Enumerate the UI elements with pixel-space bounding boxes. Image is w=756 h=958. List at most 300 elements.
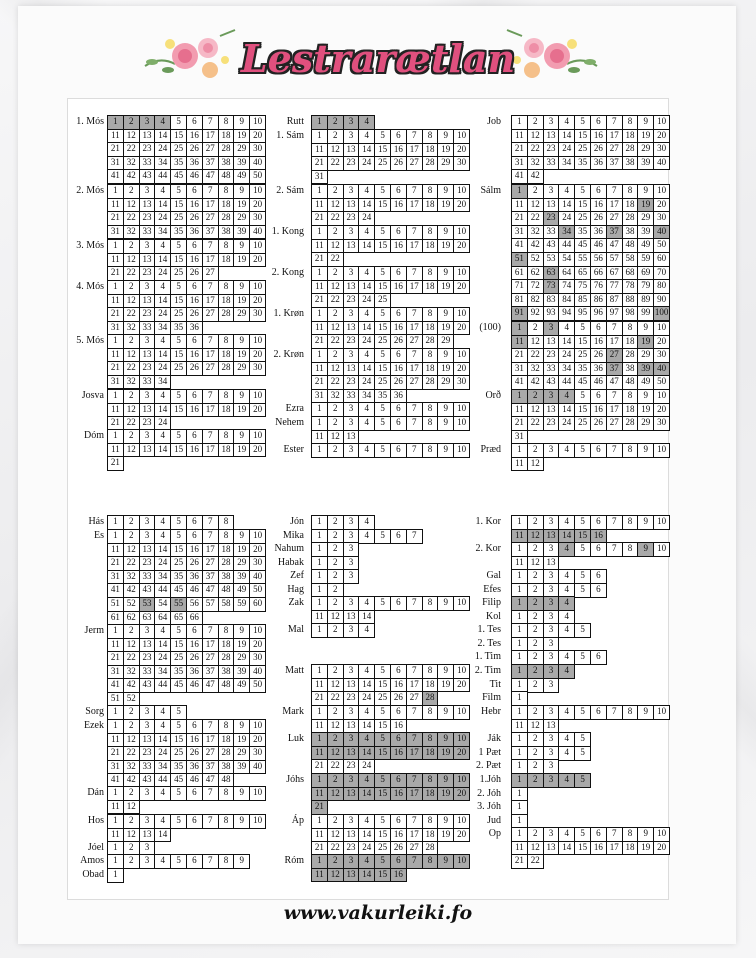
chapter-box[interactable]: 2 — [123, 719, 140, 734]
chapter-box[interactable]: 46 — [186, 169, 203, 184]
chapter-box[interactable]: 19 — [437, 239, 454, 254]
chapter-box[interactable]: 22 — [527, 854, 544, 869]
chapter-box[interactable]: 50 — [653, 238, 670, 253]
chapter-box[interactable]: 7 — [202, 786, 219, 801]
chapter-box[interactable]: 9 — [437, 664, 454, 679]
chapter-box[interactable]: 14 — [154, 294, 171, 309]
chapter-box[interactable]: 4 — [358, 854, 375, 869]
chapter-box[interactable]: 30 — [653, 348, 670, 363]
chapter-box[interactable]: 12 — [123, 253, 140, 268]
chapter-box[interactable]: 21 — [107, 746, 124, 761]
chapter-box[interactable]: 79 — [637, 279, 654, 294]
chapter-box[interactable]: 25 — [374, 375, 391, 390]
chapter-box[interactable]: 1 — [511, 542, 528, 557]
chapter-box[interactable]: 37 — [202, 760, 219, 775]
chapter-box[interactable]: 25 — [574, 142, 591, 157]
chapter-box[interactable]: 66 — [186, 611, 203, 626]
chapter-box[interactable]: 4 — [358, 443, 375, 458]
chapter-box[interactable]: 1 — [511, 623, 528, 638]
chapter-box[interactable]: 7 — [406, 773, 423, 788]
chapter-box[interactable]: 9 — [233, 854, 250, 869]
chapter-box[interactable]: 14 — [154, 443, 171, 458]
chapter-box[interactable]: 10 — [249, 719, 266, 734]
chapter-box[interactable]: 2 — [123, 239, 140, 254]
chapter-box[interactable]: 5 — [574, 542, 591, 557]
chapter-box[interactable]: 27 — [202, 307, 219, 322]
chapter-box[interactable]: 96 — [590, 306, 607, 321]
chapter-box[interactable]: 52 — [527, 252, 544, 267]
chapter-box[interactable]: 14 — [358, 610, 375, 625]
chapter-box[interactable]: 2 — [527, 732, 544, 747]
chapter-box[interactable]: 15 — [170, 129, 187, 144]
chapter-box[interactable]: 14 — [558, 129, 575, 144]
chapter-box[interactable]: 1 — [311, 307, 328, 322]
chapter-box[interactable]: 16 — [186, 733, 203, 748]
chapter-box[interactable]: 6 — [590, 827, 607, 842]
chapter-box[interactable]: 35 — [170, 156, 187, 171]
chapter-box[interactable]: 33 — [139, 375, 156, 390]
chapter-box[interactable]: 16 — [390, 746, 407, 761]
chapter-box[interactable]: 48 — [218, 678, 235, 693]
chapter-box[interactable]: 17 — [406, 239, 423, 254]
chapter-box[interactable]: 27 — [202, 266, 219, 281]
chapter-box[interactable]: 50 — [653, 375, 670, 390]
chapter-box[interactable]: 17 — [202, 638, 219, 653]
chapter-box[interactable]: 1 — [511, 443, 528, 458]
chapter-box[interactable]: 13 — [139, 129, 156, 144]
chapter-box[interactable]: 8 — [422, 596, 439, 611]
chapter-box[interactable]: 18 — [218, 543, 235, 558]
chapter-box[interactable]: 21 — [511, 142, 528, 157]
chapter-box[interactable]: 11 — [511, 457, 528, 472]
chapter-box[interactable]: 2 — [527, 583, 544, 598]
chapter-box[interactable]: 18 — [622, 403, 639, 418]
chapter-box[interactable]: 15 — [374, 362, 391, 377]
chapter-box[interactable]: 44 — [558, 238, 575, 253]
chapter-box[interactable]: 8 — [622, 115, 639, 130]
chapter-box[interactable]: 8 — [422, 348, 439, 363]
chapter-box[interactable]: 33 — [139, 760, 156, 775]
chapter-box[interactable]: 13 — [343, 362, 360, 377]
chapter-box[interactable]: 14 — [154, 198, 171, 213]
chapter-box[interactable]: 29 — [637, 142, 654, 157]
chapter-box[interactable]: 31 — [107, 156, 124, 171]
chapter-box[interactable]: 11 — [311, 430, 328, 445]
chapter-box[interactable]: 1 — [107, 868, 124, 883]
chapter-box[interactable]: 10 — [453, 854, 470, 869]
chapter-box[interactable]: 40 — [249, 225, 266, 240]
chapter-box[interactable]: 1 — [511, 321, 528, 336]
chapter-box[interactable]: 13 — [543, 556, 560, 571]
chapter-box[interactable]: 3 — [343, 596, 360, 611]
chapter-box[interactable]: 16 — [590, 335, 607, 350]
chapter-box[interactable]: 32 — [123, 225, 140, 240]
chapter-box[interactable]: 84 — [558, 293, 575, 308]
chapter-box[interactable]: 9 — [437, 129, 454, 144]
chapter-box[interactable]: 4 — [558, 515, 575, 530]
chapter-box[interactable]: 11 — [511, 841, 528, 856]
chapter-box[interactable]: 31 — [511, 430, 528, 445]
chapter-box[interactable]: 13 — [139, 253, 156, 268]
chapter-box[interactable]: 1 — [311, 529, 328, 544]
chapter-box[interactable]: 3 — [543, 623, 560, 638]
chapter-box[interactable]: 7 — [606, 443, 623, 458]
chapter-box[interactable]: 20 — [249, 294, 266, 309]
chapter-box[interactable]: 12 — [527, 529, 544, 544]
chapter-box[interactable]: 39 — [233, 665, 250, 680]
chapter-box[interactable]: 3 — [543, 759, 560, 774]
chapter-box[interactable]: 22 — [123, 211, 140, 226]
chapter-box[interactable]: 6 — [186, 389, 203, 404]
chapter-box[interactable]: 3 — [543, 664, 560, 679]
chapter-box[interactable]: 36 — [186, 570, 203, 585]
chapter-box[interactable]: 1 — [311, 225, 328, 240]
chapter-box[interactable]: 10 — [453, 773, 470, 788]
chapter-box[interactable]: 23 — [543, 348, 560, 363]
chapter-box[interactable]: 5 — [170, 529, 187, 544]
chapter-box[interactable]: 2 — [123, 184, 140, 199]
chapter-box[interactable]: 1 — [311, 623, 328, 638]
chapter-box[interactable]: 50 — [249, 583, 266, 598]
chapter-box[interactable]: 29 — [233, 211, 250, 226]
chapter-box[interactable]: 5 — [374, 225, 391, 240]
chapter-box[interactable]: 9 — [233, 529, 250, 544]
chapter-box[interactable]: 31 — [107, 375, 124, 390]
chapter-box[interactable]: 24 — [358, 759, 375, 774]
chapter-box[interactable]: 29 — [233, 307, 250, 322]
chapter-box[interactable]: 3 — [343, 307, 360, 322]
chapter-box[interactable]: 2 — [123, 334, 140, 349]
chapter-box[interactable]: 21 — [311, 293, 328, 308]
chapter-box[interactable]: 34 — [154, 156, 171, 171]
chapter-box[interactable]: 47 — [202, 773, 219, 788]
chapter-box[interactable]: 7 — [606, 705, 623, 720]
chapter-box[interactable]: 41 — [511, 169, 528, 184]
chapter-box[interactable]: 23 — [139, 746, 156, 761]
chapter-box[interactable]: 19 — [437, 362, 454, 377]
chapter-box[interactable]: 1 — [511, 664, 528, 679]
chapter-box[interactable]: 23 — [139, 142, 156, 157]
chapter-box[interactable]: 11 — [107, 638, 124, 653]
chapter-box[interactable]: 15 — [574, 403, 591, 418]
chapter-box[interactable]: 11 — [511, 129, 528, 144]
chapter-box[interactable]: 7 — [202, 624, 219, 639]
chapter-box[interactable]: 32 — [527, 156, 544, 171]
chapter-box[interactable]: 10 — [653, 705, 670, 720]
chapter-box[interactable]: 45 — [574, 238, 591, 253]
chapter-box[interactable]: 16 — [390, 143, 407, 158]
chapter-box[interactable]: 23 — [343, 211, 360, 226]
chapter-box[interactable]: 94 — [558, 306, 575, 321]
chapter-box[interactable]: 24 — [154, 416, 171, 431]
chapter-box[interactable]: 5 — [374, 416, 391, 431]
chapter-box[interactable]: 7 — [406, 129, 423, 144]
chapter-box[interactable]: 1 — [511, 596, 528, 611]
chapter-box[interactable]: 26 — [186, 746, 203, 761]
chapter-box[interactable]: 49 — [233, 169, 250, 184]
chapter-box[interactable]: 2 — [527, 623, 544, 638]
chapter-box[interactable]: 2 — [327, 416, 344, 431]
chapter-box[interactable]: 2 — [527, 443, 544, 458]
chapter-box[interactable]: 63 — [543, 266, 560, 281]
chapter-box[interactable]: 12 — [123, 638, 140, 653]
chapter-box[interactable]: 29 — [437, 334, 454, 349]
chapter-box[interactable]: 3 — [343, 814, 360, 829]
chapter-box[interactable]: 2 — [327, 664, 344, 679]
chapter-box[interactable]: 23 — [343, 334, 360, 349]
chapter-box[interactable]: 16 — [390, 678, 407, 693]
chapter-box[interactable]: 6 — [390, 225, 407, 240]
chapter-box[interactable]: 53 — [543, 252, 560, 267]
chapter-box[interactable]: 30 — [249, 211, 266, 226]
chapter-box[interactable]: 27 — [202, 142, 219, 157]
chapter-box[interactable]: 2 — [327, 596, 344, 611]
chapter-box[interactable]: 43 — [139, 169, 156, 184]
chapter-box[interactable]: 7 — [406, 348, 423, 363]
chapter-box[interactable]: 29 — [233, 746, 250, 761]
chapter-box[interactable]: 87 — [606, 293, 623, 308]
chapter-box[interactable]: 17 — [202, 294, 219, 309]
chapter-box[interactable]: 13 — [543, 403, 560, 418]
chapter-box[interactable]: 36 — [186, 665, 203, 680]
chapter-box[interactable]: 46 — [590, 238, 607, 253]
chapter-box[interactable]: 9 — [637, 705, 654, 720]
chapter-box[interactable]: 11 — [107, 198, 124, 213]
chapter-box[interactable]: 4 — [154, 854, 171, 869]
chapter-box[interactable]: 28 — [422, 691, 439, 706]
chapter-box[interactable]: 31 — [511, 362, 528, 377]
chapter-box[interactable]: 6 — [390, 773, 407, 788]
chapter-box[interactable]: 2 — [123, 786, 140, 801]
chapter-box[interactable]: 7 — [202, 719, 219, 734]
chapter-box[interactable]: 3 — [543, 321, 560, 336]
chapter-box[interactable]: 25 — [170, 211, 187, 226]
chapter-box[interactable]: 8 — [218, 184, 235, 199]
chapter-box[interactable]: 17 — [202, 733, 219, 748]
chapter-box[interactable]: 1 — [511, 650, 528, 665]
chapter-box[interactable]: 6 — [590, 705, 607, 720]
chapter-box[interactable]: 7 — [406, 664, 423, 679]
chapter-box[interactable]: 8 — [218, 719, 235, 734]
chapter-box[interactable]: 9 — [437, 402, 454, 417]
chapter-box[interactable]: 22 — [123, 746, 140, 761]
chapter-box[interactable]: 28 — [622, 348, 639, 363]
chapter-box[interactable]: 2 — [123, 115, 140, 130]
chapter-box[interactable]: 65 — [170, 611, 187, 626]
chapter-box[interactable]: 6 — [186, 184, 203, 199]
chapter-box[interactable]: 58 — [622, 252, 639, 267]
chapter-box[interactable]: 22 — [123, 266, 140, 281]
chapter-box[interactable]: 9 — [233, 334, 250, 349]
chapter-box[interactable]: 16 — [186, 129, 203, 144]
chapter-box[interactable]: 24 — [154, 361, 171, 376]
chapter-box[interactable]: 1 — [311, 348, 328, 363]
chapter-box[interactable]: 11 — [107, 403, 124, 418]
chapter-box[interactable]: 3 — [139, 814, 156, 829]
chapter-box[interactable]: 1 — [107, 239, 124, 254]
chapter-box[interactable]: 14 — [154, 733, 171, 748]
chapter-box[interactable]: 12 — [527, 403, 544, 418]
chapter-box[interactable]: 13 — [343, 198, 360, 213]
chapter-box[interactable]: 10 — [453, 402, 470, 417]
chapter-box[interactable]: 10 — [453, 705, 470, 720]
chapter-box[interactable]: 10 — [453, 307, 470, 322]
chapter-box[interactable]: 18 — [422, 321, 439, 336]
chapter-box[interactable]: 29 — [233, 361, 250, 376]
chapter-box[interactable]: 2 — [123, 705, 140, 720]
chapter-box[interactable]: 3 — [139, 719, 156, 734]
chapter-box[interactable]: 1 — [311, 854, 328, 869]
chapter-box[interactable]: 2 — [527, 759, 544, 774]
chapter-box[interactable]: 61 — [107, 611, 124, 626]
chapter-box[interactable]: 17 — [406, 280, 423, 295]
chapter-box[interactable]: 15 — [374, 746, 391, 761]
chapter-box[interactable]: 5 — [170, 515, 187, 530]
chapter-box[interactable]: 38 — [218, 570, 235, 585]
chapter-box[interactable]: 27 — [606, 142, 623, 157]
chapter-box[interactable]: 9 — [233, 719, 250, 734]
chapter-box[interactable]: 25 — [374, 334, 391, 349]
chapter-box[interactable]: 12 — [527, 129, 544, 144]
chapter-box[interactable]: 4 — [358, 515, 375, 530]
chapter-box[interactable]: 20 — [249, 638, 266, 653]
chapter-box[interactable]: 5 — [374, 664, 391, 679]
chapter-box[interactable]: 36 — [590, 362, 607, 377]
chapter-box[interactable]: 19 — [637, 129, 654, 144]
chapter-box[interactable]: 20 — [453, 787, 470, 802]
chapter-box[interactable]: 38 — [622, 225, 639, 240]
chapter-box[interactable]: 41 — [107, 583, 124, 598]
chapter-box[interactable]: 15 — [374, 143, 391, 158]
chapter-box[interactable]: 2 — [327, 705, 344, 720]
chapter-box[interactable]: 15 — [574, 529, 591, 544]
chapter-box[interactable]: 63 — [139, 611, 156, 626]
chapter-box[interactable]: 22 — [327, 334, 344, 349]
chapter-box[interactable]: 4 — [558, 184, 575, 199]
chapter-box[interactable]: 11 — [107, 253, 124, 268]
chapter-box[interactable]: 43 — [139, 583, 156, 598]
chapter-box[interactable]: 11 — [511, 335, 528, 350]
chapter-box[interactable]: 8 — [218, 624, 235, 639]
chapter-box[interactable]: 1 — [511, 184, 528, 199]
chapter-box[interactable]: 2 — [327, 732, 344, 747]
chapter-box[interactable]: 20 — [453, 280, 470, 295]
chapter-box[interactable]: 5 — [170, 389, 187, 404]
chapter-box[interactable]: 25 — [170, 307, 187, 322]
chapter-box[interactable]: 6 — [390, 814, 407, 829]
chapter-box[interactable]: 30 — [249, 142, 266, 157]
chapter-box[interactable]: 2 — [123, 624, 140, 639]
chapter-box[interactable]: 4 — [154, 429, 171, 444]
chapter-box[interactable]: 6 — [590, 569, 607, 584]
chapter-box[interactable]: 5 — [170, 624, 187, 639]
chapter-box[interactable]: 1 — [311, 115, 328, 130]
chapter-box[interactable]: 4 — [154, 719, 171, 734]
chapter-box[interactable]: 16 — [390, 280, 407, 295]
chapter-box[interactable]: 4 — [154, 705, 171, 720]
chapter-box[interactable]: 14 — [558, 335, 575, 350]
chapter-box[interactable]: 49 — [637, 375, 654, 390]
chapter-box[interactable]: 74 — [558, 279, 575, 294]
chapter-box[interactable]: 3 — [543, 515, 560, 530]
chapter-box[interactable]: 10 — [249, 115, 266, 130]
chapter-box[interactable]: 13 — [343, 746, 360, 761]
chapter-box[interactable]: 9 — [233, 814, 250, 829]
chapter-box[interactable]: 5 — [374, 732, 391, 747]
chapter-box[interactable]: 58 — [218, 597, 235, 612]
chapter-box[interactable]: 2 — [527, 321, 544, 336]
chapter-box[interactable]: 5 — [574, 389, 591, 404]
chapter-box[interactable]: 7 — [606, 827, 623, 842]
chapter-box[interactable]: 6 — [186, 624, 203, 639]
chapter-box[interactable]: 41 — [107, 678, 124, 693]
chapter-box[interactable]: 2 — [327, 402, 344, 417]
chapter-box[interactable]: 44 — [154, 169, 171, 184]
chapter-box[interactable]: 13 — [543, 198, 560, 213]
chapter-box[interactable]: 7 — [606, 184, 623, 199]
chapter-box[interactable]: 18 — [218, 403, 235, 418]
chapter-box[interactable]: 14 — [558, 529, 575, 544]
chapter-box[interactable]: 8 — [422, 773, 439, 788]
chapter-box[interactable]: 14 — [154, 403, 171, 418]
chapter-box[interactable]: 9 — [637, 389, 654, 404]
chapter-box[interactable]: 5 — [374, 443, 391, 458]
chapter-box[interactable]: 50 — [249, 678, 266, 693]
chapter-box[interactable]: 19 — [437, 828, 454, 843]
chapter-box[interactable]: 18 — [622, 198, 639, 213]
chapter-box[interactable]: 68 — [622, 266, 639, 281]
chapter-box[interactable]: 14 — [358, 198, 375, 213]
chapter-box[interactable]: 55 — [574, 252, 591, 267]
chapter-box[interactable]: 2 — [527, 115, 544, 130]
chapter-box[interactable]: 2 — [327, 184, 344, 199]
chapter-box[interactable]: 30 — [653, 416, 670, 431]
chapter-box[interactable]: 1 — [511, 691, 528, 706]
chapter-box[interactable]: 14 — [558, 198, 575, 213]
chapter-box[interactable]: 1 — [311, 184, 328, 199]
chapter-box[interactable]: 20 — [453, 746, 470, 761]
chapter-box[interactable]: 18 — [422, 746, 439, 761]
chapter-box[interactable]: 35 — [574, 362, 591, 377]
chapter-box[interactable]: 21 — [107, 416, 124, 431]
chapter-box[interactable]: 5 — [574, 443, 591, 458]
chapter-box[interactable]: 9 — [233, 786, 250, 801]
chapter-box[interactable]: 3 — [543, 184, 560, 199]
chapter-box[interactable]: 4 — [358, 348, 375, 363]
chapter-box[interactable]: 10 — [249, 184, 266, 199]
chapter-box[interactable]: 34 — [154, 225, 171, 240]
chapter-box[interactable]: 6 — [186, 529, 203, 544]
chapter-box[interactable]: 4 — [154, 334, 171, 349]
chapter-box[interactable]: 4 — [358, 732, 375, 747]
chapter-box[interactable]: 4 — [358, 814, 375, 829]
chapter-box[interactable]: 25 — [170, 266, 187, 281]
chapter-box[interactable]: 9 — [437, 348, 454, 363]
chapter-box[interactable]: 1 — [511, 773, 528, 788]
chapter-box[interactable]: 14 — [358, 828, 375, 843]
chapter-box[interactable]: 25 — [170, 142, 187, 157]
chapter-box[interactable]: 13 — [543, 529, 560, 544]
chapter-box[interactable]: 24 — [154, 142, 171, 157]
chapter-box[interactable]: 56 — [186, 597, 203, 612]
chapter-box[interactable]: 9 — [437, 225, 454, 240]
chapter-box[interactable]: 6 — [390, 184, 407, 199]
chapter-box[interactable]: 25 — [170, 746, 187, 761]
chapter-box[interactable]: 7 — [606, 515, 623, 530]
chapter-box[interactable]: 2 — [123, 280, 140, 295]
chapter-box[interactable]: 64 — [558, 266, 575, 281]
chapter-box[interactable]: 15 — [374, 719, 391, 734]
